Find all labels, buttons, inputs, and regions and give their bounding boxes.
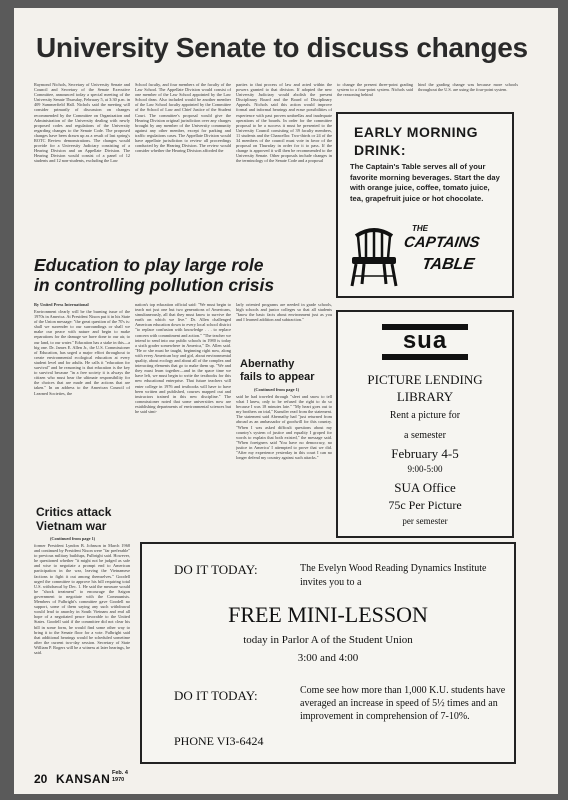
page-footer	[34, 770, 164, 792]
do-it-today-2: DO IT TODAY:	[174, 688, 258, 703]
ad-heading-line2: DRINK:	[354, 142, 406, 158]
critics-continued: (Continued from page 1)	[50, 536, 96, 541]
senate-article-col2: School faculty, and four members of the faculty of the Law School. The Appellate Division would consist of one member of the Law School appointed by the Law School dean. Also included would be another member of the Law School faculty appointed by the Committee of the School of Law and Chief Justice of the Student Court. The committee's proposal would give the Hearing Division original jurisdiction over any charges brought by any member of the University community against any other member, except for parking and traffic regulations cases. The Appellate Division would have appellate jurisdiction to review all proceedings conducted by the Hearing Division. The review would consider whether the Hearing Division afforded the	[135, 82, 231, 154]
abernathy-body: said he had traveled through "sleet and snow to tell what I knew, only to be refused the right to do so because I was 18 minutes late." "My heart goes out to my brothers on trial," Kunstler read from the statement. The statement said Abernathy had "just returned from abroad as an ambassador of goodwill for this country. "When I was asked difficult questions about my country's system of justice and equality I groped for words to explain that both existed," the message said. "When foreigners said 'You have no democracy, no justice in America' I attempted to prove that we did. "After my experience yesterday in this court I can no longer defend my country against such attacks."	[236, 394, 332, 461]
ad-heading-line1: EARLY MORNING	[354, 124, 478, 140]
pollution-headline-line1: Education to play large role	[34, 255, 264, 275]
sua-logo-bar-bottom	[382, 354, 468, 360]
chair-icon	[346, 224, 402, 288]
pollution-headline	[34, 255, 332, 295]
abernathy-headline	[240, 358, 315, 384]
sua-logo	[382, 324, 468, 360]
senate-article-col1: Raymond Nichols, Secretary of University Senate and Council and Secretary of the Senate Executive Committee, announced today a special meeting of the University Senate Thursday, February 5, at 3:30 p.m. in 409 Summerfield Hall. Nichols said the meeting will consider primarily of discussion on changes recommended by the Committee on Organization and Administration of the University dealing with newly proposed codes and regulations of the University regarding changes to the Senate Code. The proposed changes have been drawn up as a result of last spring's ROTC Review demonstrations. The changes would provide for a University Judiciary consisting of a Hearing Division and an Appellate Division. The Hearing Division would consist of a panel of 12 students and 12 non-students, excluding the Law	[34, 82, 130, 164]
lesson-location: today in Parlor A of the Student Union	[243, 634, 413, 646]
sua-title-line1: PICTURE LENDING	[367, 372, 483, 387]
sponsor-text: The Evelyn Wood Reading Dynamics Institute invites you to a	[300, 563, 487, 588]
critics-headline-line2: Vietnam war	[36, 519, 107, 533]
logo-table: TABLE	[420, 256, 476, 273]
issue-date-line2: 1970	[112, 777, 125, 783]
sua-dates: February 4-5	[391, 446, 459, 461]
pollution-article-col1: Environment clearly will be the burning issue of the 1970s in America. At President Nixon put it in his State of the Union message: "the great question of the 70's is: shall we surrender to our surroundings or shall we make our peace with nature and begin to make reparations for the damage we have done to our air, to our land, to our water." Education has a stake in this—a big one. Dr. James E. Allen Jr., the U.S. Commissioner of Education, has urged a major effort throughout to create environmental ecological education at every student level and for adults. He calls it "education for survival" and he reasoning is that education is the key to survival because "in a free society it is always the citizen who must bear the ultimate responsibility for the choices that are made and the actions that are taken." In an address to the American Council of Learned Societies, the	[34, 309, 130, 396]
lesson-phone: PHONE VI3-6424	[174, 734, 264, 748]
page-headline: University Senate to discuss changes	[36, 32, 528, 63]
lesson-times: 3:00 and 4:00	[297, 652, 359, 664]
sua-line1: Rent a picture for	[389, 410, 461, 421]
pollution-headline-line2: in controlling pollution crisis	[34, 275, 275, 295]
page-number: 20	[34, 772, 48, 786]
senate-article-col4: to change the present three-point grading system to a four-point system. Nichols said the reasoning behind	[337, 82, 413, 98]
mini-lesson-headline: FREE MINI-LESSON	[228, 602, 428, 627]
sua-logo-text: sua	[402, 327, 448, 354]
sua-title-line2: LIBRARY	[396, 389, 454, 404]
pollution-byline: By United Press International	[34, 302, 89, 307]
sua-line2: a semester	[404, 430, 446, 441]
critics-headline	[36, 505, 111, 533]
logo-the: THE	[412, 224, 428, 233]
issue-date-line1: Feb. 4	[112, 770, 128, 776]
abernathy-headline-line1: Abernathy	[240, 358, 295, 370]
captains-table-logo	[346, 222, 506, 292]
newspaper-page	[14, 8, 558, 794]
senate-article-col3: parties to that process of law and acted within the powers granted to that division. If adopted the new University Judiciary would abolish the present Disciplinary Board and the Board of Disciplinary Appeals. Nichols said this action would improve formal and informal hearings and erase possibilities of experience with past proven umbrellas and inadequate operations of the boards. In order for the committee proposal to be a success it must be presented to the University Council consisting of 39 faculty members, 11 students and the Chancellor. Two-thirds or 24 of the 34 members of the council must vote in favor of the proposal on Thursday in order for it to pass. If the change is approved it will then be recommended to the University Senate. Other proposals include changes in the terminology of the Senate Code and a proposal	[236, 82, 332, 164]
sua-price: 75c Per Picture	[388, 498, 462, 512]
do-it-today-1: DO IT TODAY:	[174, 562, 258, 577]
ad-body: The Captain's Table serves all of your favorite morning beverages. Start the day with orange juice, coffee, tomato juice, tea, grapefruit juice or hot chocolate.	[350, 162, 500, 203]
sua-per: per semester	[402, 516, 448, 526]
sua-hours: 9:00-5:00	[407, 464, 443, 474]
captains-table-ad	[336, 112, 514, 298]
sua-place: SUA Office	[394, 480, 456, 495]
sua-ad	[336, 310, 514, 538]
mini-lesson-ad	[140, 542, 516, 764]
critics-headline-line1: Critics attack	[36, 505, 112, 519]
senate-article-col5: hind the grading change was because more schools throughout the U.S. are using the four-point system.	[418, 82, 518, 93]
abernathy-headline-line2: fails to appear	[240, 371, 315, 383]
logo-captains: CAPTAINS	[402, 234, 481, 251]
pollution-article-col3: larly oriented programs are needed in grade schools, high schools and junior colleges so that all students "know the basic facts about environment just as you and I learned addition and subtraction."	[236, 302, 332, 323]
abernathy-continued: (Continued from page 1)	[254, 387, 300, 392]
lesson-pitch: Come see how more than 1,000 K.U. students have averaged an increase in speed of 5½ times and an improvement in comprehension of 7-10%.	[300, 685, 506, 722]
critics-body: former President Lyndon B. Johnson in March 1968 and continued by President Nixon were "far preferable" to previous military buildups, Fulbright said. However, he questioned whether "it might not be judged as safe and wise to negotiate a prompt end to American participation in the war, leaving the Vietnamese factions to fight it out among themselves." Goodell urged the committee to approve his bill requiring total U.S. withdrawal by Dec. 1. He said the measure would be "shock treatment" to encourage the Saigon government to negotiate with the Communists. Members of Fulbright's committee gave Goodell no support, some of them saying any such withdrawal would lead to anarchy in South Vietnam and end all hope of a negotiated peace favorable to the United States. Goodell said if the committee did not clear his bill in some form, he would find some other way to bring it to the Senate floor for a vote. Fulbright said that additional hearings would be scheduled sometime after the current two-day session. Secretary of State William P. Rogers will be a witness at later hearings, he said.	[34, 543, 130, 655]
pollution-article-col2: nation's top education official said: "We must begin to teach not just one but two generations of Americans, simultaneously, all that they must know to survive the earth on which we live." Dr. Allen challenged American education down to every local school district "to replace confusion with knowledge . . . to replace concern with commitment and action." "The teacher we intend to send into our public schools in 1980 is today a sixth grader somewhere in America," Dr. Allen said. "He or she must be taught, beginning right now, along with every American boy and girl, about environmental quality, about ecology and about all of the complex and interacting elements that go to make them up. "We and they must learn together—and in the space time we have left, we must begin to write the textbooks for this new educational enterprise. That future teachers will enter college in 1976 and textbooks will have to have been written and published, courses mapped out and instructors trained in this new discipline." The commissioner noted that some universities now are establishing departments of environmental sciences but he said simi-	[135, 302, 231, 414]
paper-name: KANSAN	[56, 772, 111, 786]
